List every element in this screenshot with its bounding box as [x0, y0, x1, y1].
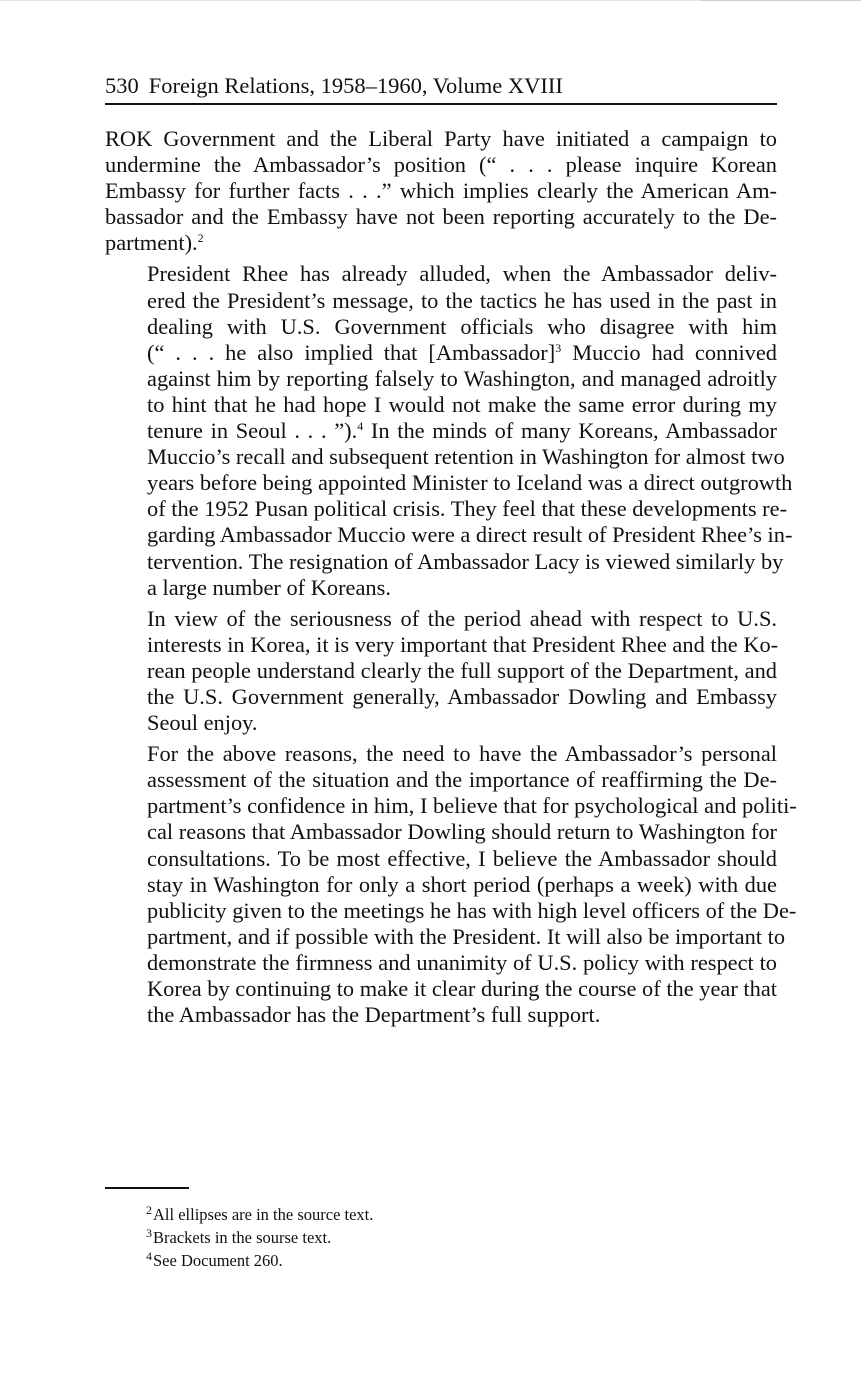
- text-line: Muccio’s recall and subsequent retention in Washington for almost two: [147, 444, 785, 470]
- paragraph-4: [105, 741, 797, 1028]
- text-line: the Ambassador has the Department’s full support.: [147, 1002, 601, 1028]
- text-line: dealing with U.S. Government officials who disagree with him: [147, 313, 777, 339]
- text-line: Seoul enjoy.: [147, 710, 258, 736]
- text-line: garding Ambassador Muccio were a direct result of President Rhee’s in-: [147, 522, 793, 548]
- text-line: demonstrate the firmness and unanimity of U.S. policy with respect to: [147, 949, 777, 975]
- footnote-separator: [105, 1187, 189, 1189]
- footnote-number: 3: [146, 1226, 152, 1240]
- text-line: For the above reasons, the need to have the Ambassador’s personal: [147, 741, 777, 767]
- text-line: undermine the Ambassador’s position (“ . . . please inquire Korean: [105, 152, 777, 178]
- text-line: years before being appointed Minister to Iceland was a direct outgrowth: [147, 470, 793, 496]
- text-line: tervention. The resignation of Ambassador Lacy is viewed similarly by: [147, 548, 784, 574]
- text-line: In view of the seriousness of the period ahead with respect to U.S.: [147, 605, 777, 631]
- footnote-text: See Document 260.: [153, 1251, 283, 1270]
- text-line: ered the President’s message, to the tactics he has used in the past in: [147, 287, 777, 313]
- text-line: interests in Korea, it is very important that President Rhee and the Ko-: [147, 631, 779, 657]
- text-line: partment’s confidence in him, I believe that for psychological and politi-: [147, 793, 797, 819]
- text-line: publicity given to the meetings he has with high level officers of the De-: [147, 897, 797, 923]
- running-title: Foreign Relations, 1958–1960, Volume XVIII: [148, 73, 563, 98]
- text-fragment: tenure in Seoul . . . ”).: [147, 418, 358, 444]
- running-header: [105, 71, 777, 105]
- paragraph-2: [105, 261, 793, 600]
- text-line: to hint that he had hope I would not make the same error during my: [147, 391, 777, 417]
- text-line: stay in Washington for only a short period (perhaps a week) with due: [147, 871, 777, 897]
- text-line: against him by reporting falsely to Washington, and managed adroitly: [147, 365, 777, 391]
- text-line: [105, 340, 777, 366]
- paragraph-1: [105, 126, 777, 256]
- paragraph-3: [105, 606, 777, 736]
- text-line: rean people understand clearly the full support of the Department, and: [147, 657, 777, 683]
- footnote-3: [146, 1226, 746, 1249]
- footnote-4: [146, 1249, 746, 1272]
- text-line: partment, and if possible with the President. It will also be important to: [147, 923, 786, 949]
- text-line: consultations. To be most effective, I believe the Ambassador should: [147, 845, 777, 871]
- text-line: assessment of the situation and the importance of reaffirming the De-: [147, 767, 777, 793]
- text-line: bassador and the Embassy have not been reporting accurately to the De-: [105, 204, 777, 230]
- text-line: of the 1952 Pusan political crisis. They feel that these developments re-: [147, 496, 788, 522]
- text-fragment: (“ . . . he also implied that [Ambassador]: [147, 339, 556, 365]
- footnotes: [146, 1203, 746, 1272]
- footnote-ref-3[interactable]: 3: [555, 340, 562, 355]
- text-line: cal reasons that Ambassador Dowling should return to Washington for: [147, 819, 777, 845]
- footnote-ref-2[interactable]: 2: [197, 231, 204, 246]
- text-line: [105, 230, 777, 256]
- main-text: [105, 126, 797, 1028]
- footnote-number: 4: [146, 1249, 152, 1263]
- footnote-text: All ellipses are in the source text.: [153, 1205, 374, 1224]
- text-fragment: In the minds of many Koreans, Ambassador: [363, 418, 778, 444]
- page-number: 530: [105, 73, 139, 98]
- text-line: ROK Government and the Liberal Party have initiated a campaign to: [105, 126, 777, 151]
- text-fragment: Muccio had connived: [561, 339, 777, 365]
- scan-corner-mark: [701, 0, 861, 1]
- text-line: Embassy for further facts . . .” which implies clearly the American Am-: [105, 178, 777, 204]
- footnote-2: [146, 1203, 746, 1226]
- text-line: the U.S. Government generally, Ambassador Dowling and Embassy: [147, 683, 777, 709]
- footnote-ref-4[interactable]: 4: [357, 419, 364, 434]
- footnote-number: 2: [146, 1203, 152, 1217]
- text-line: [105, 418, 777, 444]
- text-line: Korea by continuing to make it clear during the course of the year that: [147, 976, 777, 1001]
- text-line: President Rhee has already alluded, when the Ambassador deliv-: [147, 261, 777, 287]
- text-line: a large number of Koreans.: [147, 574, 391, 600]
- footnote-text: Brackets in the sourse text.: [153, 1228, 332, 1247]
- text-fragment: partment).: [105, 230, 198, 256]
